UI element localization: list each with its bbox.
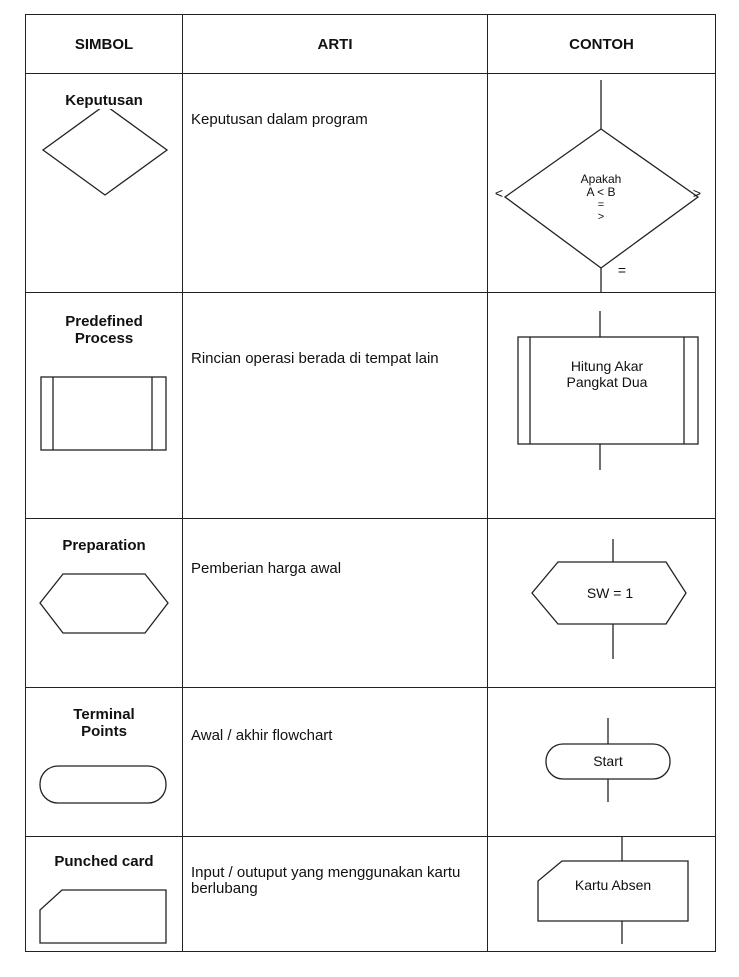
symbol-cell xyxy=(26,519,183,688)
example-cell xyxy=(488,519,716,688)
example-line: = xyxy=(597,199,605,211)
header-example: CONTOH xyxy=(488,15,716,74)
terminal-example xyxy=(488,688,716,836)
predefined-process-symbol xyxy=(26,359,183,469)
decision-symbol xyxy=(26,109,183,199)
example-cell xyxy=(488,74,716,293)
punched-card-example xyxy=(488,837,716,951)
symbol-name: Keputusan xyxy=(65,92,143,109)
example-line: Kartu Absen xyxy=(574,877,652,893)
meaning-cell xyxy=(183,74,488,293)
terminal-symbol xyxy=(26,750,183,830)
meaning-text: Keputusan dalam program xyxy=(191,111,368,128)
preparation-symbol xyxy=(26,556,183,666)
meaning-cell xyxy=(183,519,488,688)
right-branch-label: > xyxy=(692,185,702,201)
punched-card-symbol xyxy=(26,870,183,950)
example-cell xyxy=(488,688,716,837)
header-symbol: SIMBOL xyxy=(26,15,183,74)
example-line: SW = 1 xyxy=(586,585,634,601)
preparation-example xyxy=(488,519,716,687)
symbol-name: Terminal Points xyxy=(73,706,135,740)
row-decision xyxy=(26,74,716,293)
symbol-cell xyxy=(26,837,183,952)
meaning-text: Pemberian harga awal xyxy=(191,560,342,577)
symbol-cell xyxy=(26,74,183,293)
row-punched-card xyxy=(26,837,716,952)
example-line: Hitung Akar xyxy=(570,358,644,374)
example-line: Apakah xyxy=(580,172,622,186)
symbol-name: Punched card xyxy=(54,853,154,870)
meaning-text: Input / outuput yang menggunakan kartu berlubang xyxy=(191,864,461,897)
meaning-cell xyxy=(183,688,488,837)
symbol-name: Preparation xyxy=(62,537,146,554)
meaning-text: Rincian operasi berada di tempat lain xyxy=(191,350,439,367)
row-predefined-process xyxy=(26,293,716,519)
symbol-cell xyxy=(26,688,183,837)
header-meaning: ARTI xyxy=(183,15,488,74)
meaning-cell xyxy=(183,837,488,952)
example-line: Start xyxy=(593,753,623,769)
header-row xyxy=(26,15,716,74)
predefined-process-example xyxy=(488,293,716,518)
bottom-branch-label: = xyxy=(617,262,627,278)
symbol-name: Predefined Process xyxy=(65,313,143,347)
decision-example xyxy=(488,74,716,292)
symbol-cell xyxy=(26,293,183,519)
left-branch-label: < xyxy=(494,185,504,201)
meaning-cell xyxy=(183,293,488,519)
example-cell xyxy=(488,837,716,952)
meaning-text: Awal / akhir flowchart xyxy=(191,727,333,744)
example-cell xyxy=(488,293,716,519)
row-preparation xyxy=(26,519,716,688)
flowchart-symbol-table xyxy=(25,14,716,952)
example-line: > xyxy=(597,211,605,223)
row-terminal-points xyxy=(26,688,716,837)
example-line: Pangkat Dua xyxy=(566,374,648,390)
example-line: A < B xyxy=(586,185,616,199)
